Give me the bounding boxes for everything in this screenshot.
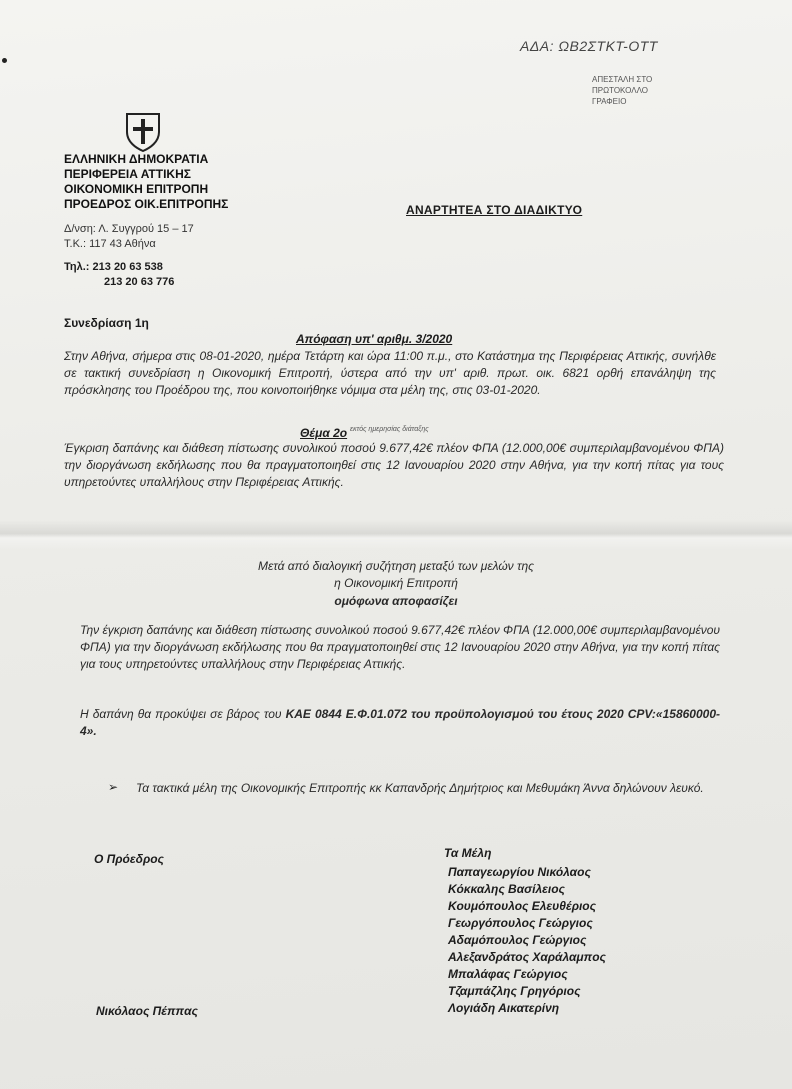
received-stamp (592, 74, 762, 107)
session-title: Συνεδρίαση 1η (64, 316, 149, 330)
stamp-line: ΠΡΩΤΟΚΟΛΛΟ (592, 86, 648, 95)
decision-paragraph: Την έγκριση δαπάνης και διάθεση πίστωσης συνολικού ποσού 9.677,42€ πλέον ΦΠΑ (12.000,00€ συμπεριλαμβανομένου ΦΠΑ) για την διοργάνωση εκδήλωσης που θα πραγματοποιηθεί στις 12 Ιανουαρίου 2020 στην Αθήνα, για την κοπή πίτας για τους υπηρετούντες υπαλλήλους στην Περιφέρειας Αττικής. (80, 623, 720, 671)
expense-text: Η δαπάνη θα προκύψει σε βάρος του (80, 707, 282, 721)
blank-vote-note: Τα τακτικά μέλη της Οικονομικής Επιτροπής κκ Καπανδρής Δημήτριος και Μεθυμάκη Άννα δηλώνουν λευκό. (136, 781, 704, 795)
topic-paragraph: Έγκριση δαπάνης και διάθεση πίστωσης συνολικού ποσού 9.677,42€ πλέον ΦΠΑ (12.000,00€ συμπεριλαμβανομένου ΦΠΑ) την διοργάνωση εκδήλωσης που θα πραγματοποιηθεί στις 12 Ιανουαρίου 2020 στην Αθήνα, για την κοπή πίτας για τους υπηρετούντες υπαλλήλους στην Περιφέρειας Αττικής. (64, 441, 724, 489)
member-name: Τζαμπάζλης Γρηγόριος (448, 984, 581, 998)
member-name: Μπαλάφας Γεώργιος (448, 967, 568, 981)
phone-number: 213 20 63 776 (104, 276, 175, 288)
address-line: Δ/νση: Λ. Συγγρού 15 – 17 (64, 223, 194, 235)
greek-emblem-icon (124, 110, 162, 152)
member-name: Αδαμόπουλος Γεώργιος (448, 933, 587, 947)
budget-code: ΚΑΕ 0844 Ε.Φ.01.072 του προϋπολογισμού του έτους 2020 CPV:«15860000-4». (80, 707, 720, 738)
publish-notice: ΑΝΑΡΤΗΤΕΑ ΣΤΟ ΔΙΑΔΙΚΤΥΟ (406, 203, 583, 217)
decision-title: Απόφαση υπ' αριθμ. 3/2020 (296, 332, 453, 346)
header-line: ΕΛΛΗΝΙΚΗ ΔΗΜΟΚΡΑΤΙΑ (64, 152, 209, 166)
members-list (448, 864, 606, 1017)
phone-number: 213 20 63 538 (92, 261, 163, 273)
stamp-line: ΓΡΑΦΕΙΟ (592, 97, 627, 106)
expense-paragraph (80, 706, 720, 740)
header-line: ΟΙΚΟΝΟΜΙΚΗ ΕΠΙΤΡΟΠΗ (64, 182, 209, 196)
intro-paragraph: Στην Αθήνα, σήμερα στις 08-01-2020, ημέρα Τετάρτη και ώρα 11:00 π.μ., στο Κατάστημα της Περιφέρειας Αττικής, συνήλθε σε τακτική συνεδρίαση η Οικονομική Επιτροπή, ύστερα από την υπ' αριθ. πρωτ. οικ. 6821 ορθή επανάληψη της πρόσκλησης του Προέδρου της, που κοινοποιήθηκε νόμιμα στα μέλη της, στις 03-01-2020. (64, 349, 716, 397)
postcode-line: Τ.Κ.: 117 43 Αθήνα (64, 238, 156, 250)
member-name: Λογιάδη Αικατερίνη (448, 1001, 560, 1015)
president-label: Ο Πρόεδρος (94, 852, 164, 866)
member-name: Παπαγεωργίου Νικόλαος (448, 865, 591, 879)
topic-note: εκτός ημερησίας διάταξης (350, 426, 429, 433)
members-label: Τα Μέλη (444, 846, 492, 860)
margin-mark (2, 58, 7, 63)
arrow-bullet-icon: ➢ (108, 780, 119, 794)
discussion-line: Μετά από διαλογική συζήτηση μεταξύ των μελών της (257, 559, 534, 573)
ada-number: ΑΔΑ: ΩΒ2ΣΤΚΤ-ΟΤΤ (520, 38, 658, 54)
issuer-header (64, 152, 228, 212)
phone-block (64, 260, 174, 290)
paper-fold (0, 520, 792, 550)
address-block (64, 222, 194, 252)
member-name: Αλεξανδράτος Χαράλαμπος (448, 950, 606, 964)
tel-label: Τηλ.: (64, 261, 90, 273)
unanimous-decision: ομόφωνα αποφασίζει (334, 594, 458, 608)
header-line: ΠΕΡΙΦΕΡΕΙΑ ΑΤΤΙΚΗΣ (64, 167, 191, 181)
member-name: Κουμόπουλος Ελευθέριος (448, 899, 597, 913)
committee-line: η Οικονομική Επιτροπή (334, 576, 458, 590)
member-name: Κόκκαλης Βασίλειος (448, 882, 565, 896)
member-name: Γεωργόπουλος Γεώργιος (448, 916, 593, 930)
topic-title: Θέμα 2ο (300, 426, 348, 440)
header-line: ΠΡΟΕΔΡΟΣ ΟΙΚ.ΕΠΙΤΡΟΠΗΣ (64, 197, 229, 211)
president-name: Νικόλαος Πέππας (96, 1004, 198, 1018)
stamp-line: ΑΠΕΣΤΑΛΗ ΣΤΟ (592, 75, 653, 84)
